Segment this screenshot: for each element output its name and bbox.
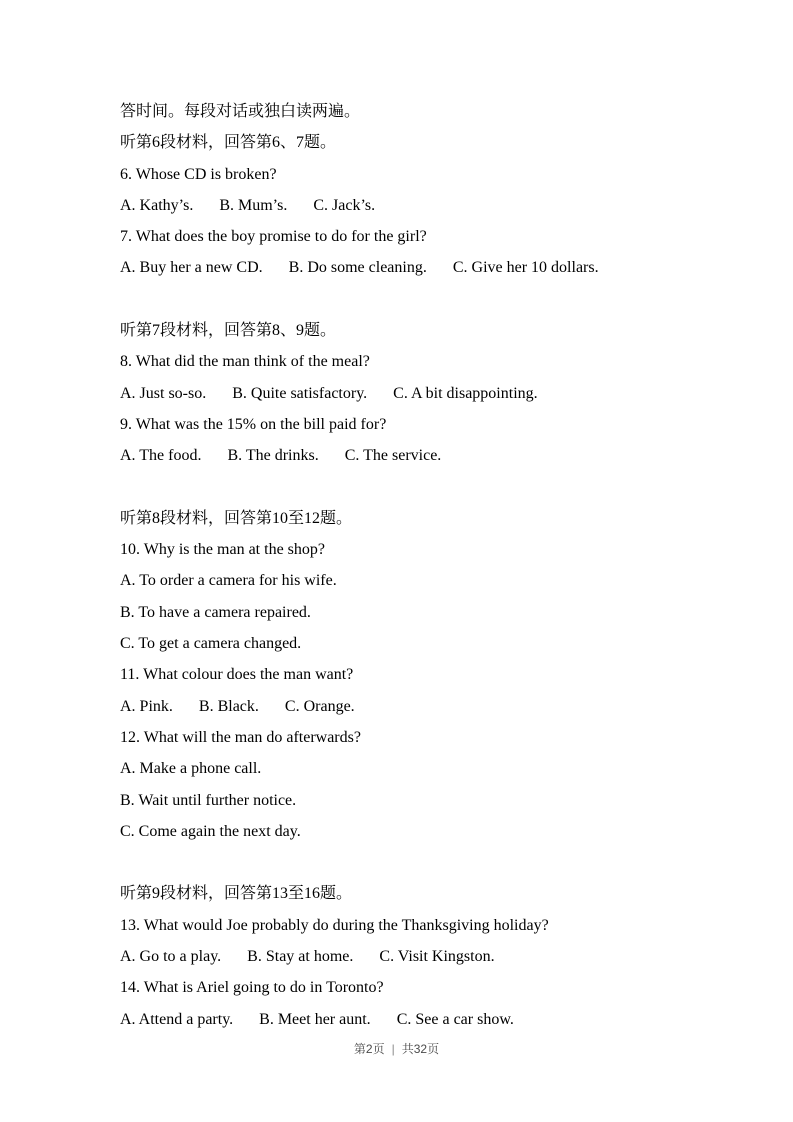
option-line-text: A. Make a phone call.	[120, 760, 262, 778]
options-row	[120, 252, 743, 283]
option-text: C. A bit disappointing.	[393, 384, 538, 402]
option-text: B. Mum’s.	[219, 196, 288, 214]
options-row	[120, 941, 743, 972]
options-row	[120, 1004, 743, 1035]
blank-line	[120, 472, 743, 503]
footer-total-pages: 共32页	[401, 1042, 440, 1056]
option-text: B. The drinks.	[227, 447, 319, 465]
option-text: B. Meet her aunt.	[259, 1010, 371, 1028]
option-line-text: C. Come again the next day.	[120, 822, 301, 840]
option-text: A. Attend a party.	[120, 1010, 234, 1028]
option-text: A. Pink.	[120, 697, 173, 715]
footer-separator: |	[391, 1041, 395, 1056]
option-text: C. Orange.	[284, 697, 355, 715]
option-line-text: B. Wait until further notice.	[120, 791, 297, 809]
blank-line	[120, 284, 743, 315]
section-header: 听第7段材料，回答第8、9题。	[120, 322, 337, 340]
section-header: 听第9段材料，回答第13至16题。	[120, 885, 353, 903]
section-header: 听第6段材料，回答第6、7题。	[120, 134, 337, 152]
question-text: 14. What is Ariel going to do in Toronto?	[120, 979, 384, 997]
option-text: C. Visit Kingston.	[379, 948, 495, 966]
option-text: A. The food.	[120, 447, 202, 465]
option-text: B. Do some cleaning.	[288, 259, 427, 277]
option-text: C. Jack’s.	[313, 196, 376, 214]
question-text: 10. Why is the man at the shop?	[120, 541, 325, 559]
question-text: 12. What will the man do afterwards?	[120, 728, 361, 746]
options-row	[120, 190, 743, 221]
blank-line	[120, 847, 743, 878]
option-text: B. Black.	[198, 697, 259, 715]
option-text: B. Quite satisfactory.	[232, 384, 368, 402]
option-text: B. Stay at home.	[247, 948, 354, 966]
option-text: C. The service.	[344, 447, 442, 465]
option-line-text: B. To have a camera repaired.	[120, 603, 311, 621]
question-text: 8. What did the man think of the meal?	[120, 353, 370, 371]
question-text: 7. What does the boy promise to do for the girl?	[120, 228, 427, 246]
option-text: A. Go to a play.	[120, 948, 222, 966]
options-row	[120, 378, 743, 409]
section-header: 听第8段材料，回答第10至12题。	[120, 509, 353, 527]
option-text: C. See a car show.	[396, 1010, 514, 1028]
options-row	[120, 440, 743, 471]
options-row	[120, 691, 743, 722]
footer-page-number: 第2页	[353, 1042, 385, 1056]
option-text: A. Buy her a new CD.	[120, 259, 263, 277]
option-line-text: A. To order a camera for his wife.	[120, 572, 337, 590]
page-footer	[0, 1040, 793, 1057]
question-text: 9. What was the 15% on the bill paid for?	[120, 415, 387, 433]
option-text: C. Give her 10 dollars.	[452, 259, 599, 277]
question-text: 11. What colour does the man want?	[120, 666, 354, 684]
question-text: 6. Whose CD is broken?	[120, 165, 277, 183]
option-text: A. Kathy’s.	[120, 196, 194, 214]
intro-line: 答时间。每段对话或独白读两遍。	[120, 103, 361, 120]
question-text: 13. What would Joe probably do during the Thanksgiving holiday?	[120, 916, 549, 934]
option-line-text: C. To get a camera changed.	[120, 635, 302, 653]
option-text: A. Just so-so.	[120, 384, 207, 402]
